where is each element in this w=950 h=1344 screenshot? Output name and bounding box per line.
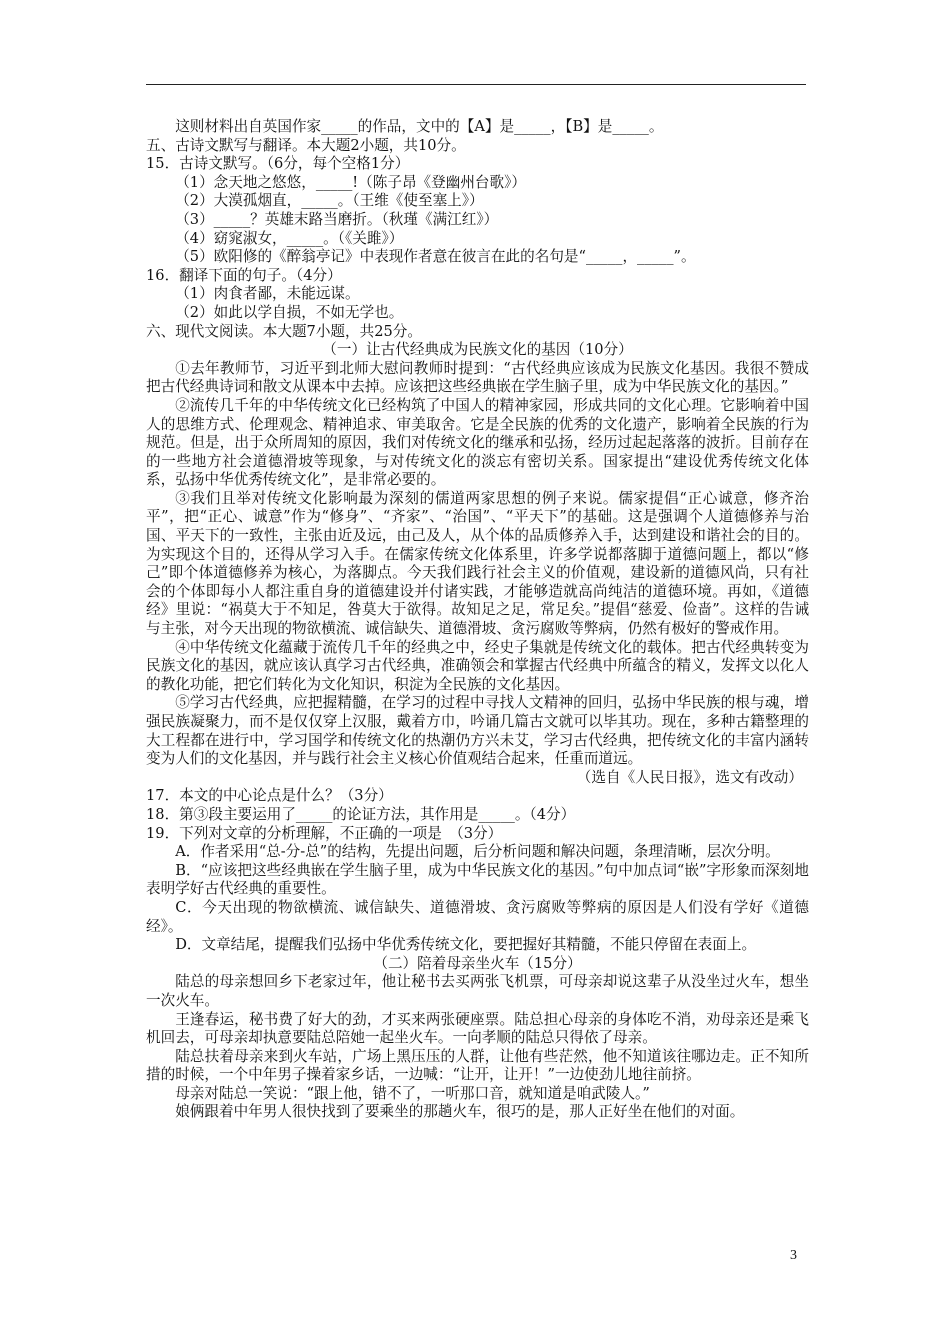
question-18: 18．第③段主要运用了_____的论证方法，其作用是_____。（4分） [146,805,576,823]
passage-1-paragraph-1: ①去年教师节，习近平到北师大慰问教师时提到：“古代经典应该成为民族文化基因。我很不赞成把古代经典诗词和散文从课本中去掉。应该把这些经典嵌在学生脑子里，成为中华民族文化的基因。” [146,359,809,396]
question-15-item-3: （3）_____？英雄末路当磨折。（秋瑾《满江红》） [175,210,499,228]
question-15-item-1: （1）念天地之悠悠，_____!（陈子昂《登幽州台歌》） [175,173,526,191]
passage-1-title: （一）让古代经典成为民族文化的基因（10分） [322,341,633,359]
question-16-item-1: （1）肉食者鄙，未能远谋。 [175,285,360,303]
passage-2-paragraph-3: 陆总扶着母亲来到火车站，广场上黑压压的人群，让他有些茫然，他不知道该往哪边走。正不知所措的时候，一个中年男子操着家乡话，一边喊：“让开，让开！”一边使劲儿地往前挤。 [146,1047,809,1084]
question-15-item-2: （2）大漠孤烟直，_____。（王维《使至塞上》） [175,192,484,210]
question-19-option-b: B．“应该把这些经典嵌在学生脑子里，成为中华民族文化的基因。”句中加点词“嵌”字形象而深刻地表明学好古代经典的重要性。 [146,861,809,898]
passage-1-paragraph-5: ⑤学习古代经典，应把握精髓，在学习的过程中寻找人文精神的回归，弘扬中华民族的根与魂，增强民族凝聚力，而不是仅仅穿上汉服，戴着方巾，吟诵几篇古文就可以毕其功。现在，多种古籍整理的大工程都在进行中，学习国学和传统文化的热潮仍方兴未艾，学习古代经典，把传统文化的丰富内涵转变为人们的文化基因，并与践行社会主义核心价值观结合起来，任重而道远。 [146,694,809,768]
question-17: 17．本文的中心论点是什么？（3分） [146,787,393,805]
question-15: 15．古诗文默写。（6分，每个空格1分） [146,155,410,173]
question-16: 16．翻译下面的句子。（4分） [146,266,342,284]
question-15-item-5: （5）欧阳修的《醉翁亭记》中表现作者意在彼言在此的名句是“_____，_____”。 [175,248,696,266]
page-content [146,118,809,1122]
section-five-heading: 五、古诗文默写与翻译。本大题2小题，共10分。 [146,136,466,154]
material-question: 这则材料出自英国作家_____的作品，文中的【A】是_____，【B】是_____。 [175,118,664,135]
passage-1-source: （选自《人民日报》，选文有改动） [576,768,803,786]
passage-2-paragraph-5: 娘俩跟着中年男人很快找到了要乘坐的那趟火车，很巧的是，那人正好坐在他们的对面。 [175,1103,745,1121]
passage-2-paragraph-2: 王逢春运，秘书费了好大的劲，才买来两张硬座票。陆总担心母亲的身体吃不消，劝母亲还是乘飞机回去，可母亲却执意要陆总陪她一起坐火车。一向孝顺的陆总只得依了母亲。 [146,1010,809,1047]
header-rule [146,84,806,85]
passage-2-paragraph-4: 母亲对陆总一笑说：“跟上他，错不了，一听那口音，就知道是咱武陵人。” [175,1084,650,1102]
question-19: 19．下列对文章的分析理解，不正确的一项是 （3分） [146,824,503,842]
question-16-item-2: （2）如此以学自损，不如无学也。 [175,303,404,321]
page-number: 3 [790,1248,797,1263]
passage-2-title: （二）陪着母亲坐火车（15分） [373,954,582,972]
passage-1-paragraph-2: ②流传几千年的中华传统文化已经构筑了中国人的精神家园，形成共同的文化心理。它影响着中国人的思维方式、伦理观念、精神追求、审美取舍。它是全民族的优秀的文化遗产，影响着全民族的行为规范。但是，出于众所周知的原因，我们对传统文化的继承和弘扬，经历过起起落落的波折。目前存在的一些地方社会道德滑坡等现象，与对传统文化的淡忘有密切关系。国家提出“建设优秀传统文化体系，弘扬中华优秀传统文化”，是非常必要的。 [146,396,809,489]
question-19-option-a: A．作者采用“总-分-总”的结构，先提出问题，后分析问题和解决问题，条理清晰，层次分明。 [175,843,780,861]
passage-1-paragraph-4: ④中华传统文化蕴藏于流传几千年的经典之中，经史子集就是传统文化的载体。把古代经典转变为民族文化的基因，就应该认真学习古代经典，准确领会和掌握古代经典中所蕴含的精义，发挥文以化人的教化功能，把它们转化为文化知识，积淀为全民族的文化基因。 [146,638,809,693]
section-six-heading: 六、现代文阅读。本大题7小题，共25分。 [146,322,422,340]
passage-2-paragraph-1: 陆总的母亲想回乡下老家过年，他让秘书去买两张飞机票，可母亲却说这辈子从没坐过火车，想坐一次火车。 [146,973,809,1009]
question-15-item-4: （4）窈窕淑女，_____。（《关雎》） [175,229,404,247]
question-19-option-d: D．文章结尾，提醒我们弘扬中华优秀传统文化，要把握好其精髓，不能只停留在表面上。 [175,936,757,954]
passage-1-paragraph-3: ③我们且举对传统文化影响最为深刻的儒道两家思想的例子来说。儒家提倡“正心诚意，修齐治平”，把“正心、诚意”作为“修身”、“齐家”、“治国”、“平天下”的基础。这是强调个人道德修养与治国、平天下的一致性，主张由近及远，由己及人，从个体的品质修养入手，达到建设和谐社会的目的。为实现这个目的，还得从学习入手。在儒家传统文化体系里，许多学说都落脚于道德问题上，都以“修己”即个体道德修养为核心，为落脚点。今天我们践行社会主义的价值观，建设新的道德风尚，只有社会的个体即每小人都注重自身的道德建设并付诸实践，才能够造就高尚纯洁的道德环境。再如，《道德经》里说：“祸莫大于不知足，咎莫大于欲得。故知足之足，常足矣。”提倡“慈爱、俭啬”。这样的告诫与主张，对今天出现的物欲横流、诚信缺失、道德滑坡、贪污腐败等弊病，仍然有极好的警戒作用。 [146,489,809,638]
question-19-option-c: C．今天出现的物欲横流、诚信缺失、道德滑坡、贪污腐败等弊病的原因是人们没有学好《道德经》。 [146,898,809,935]
